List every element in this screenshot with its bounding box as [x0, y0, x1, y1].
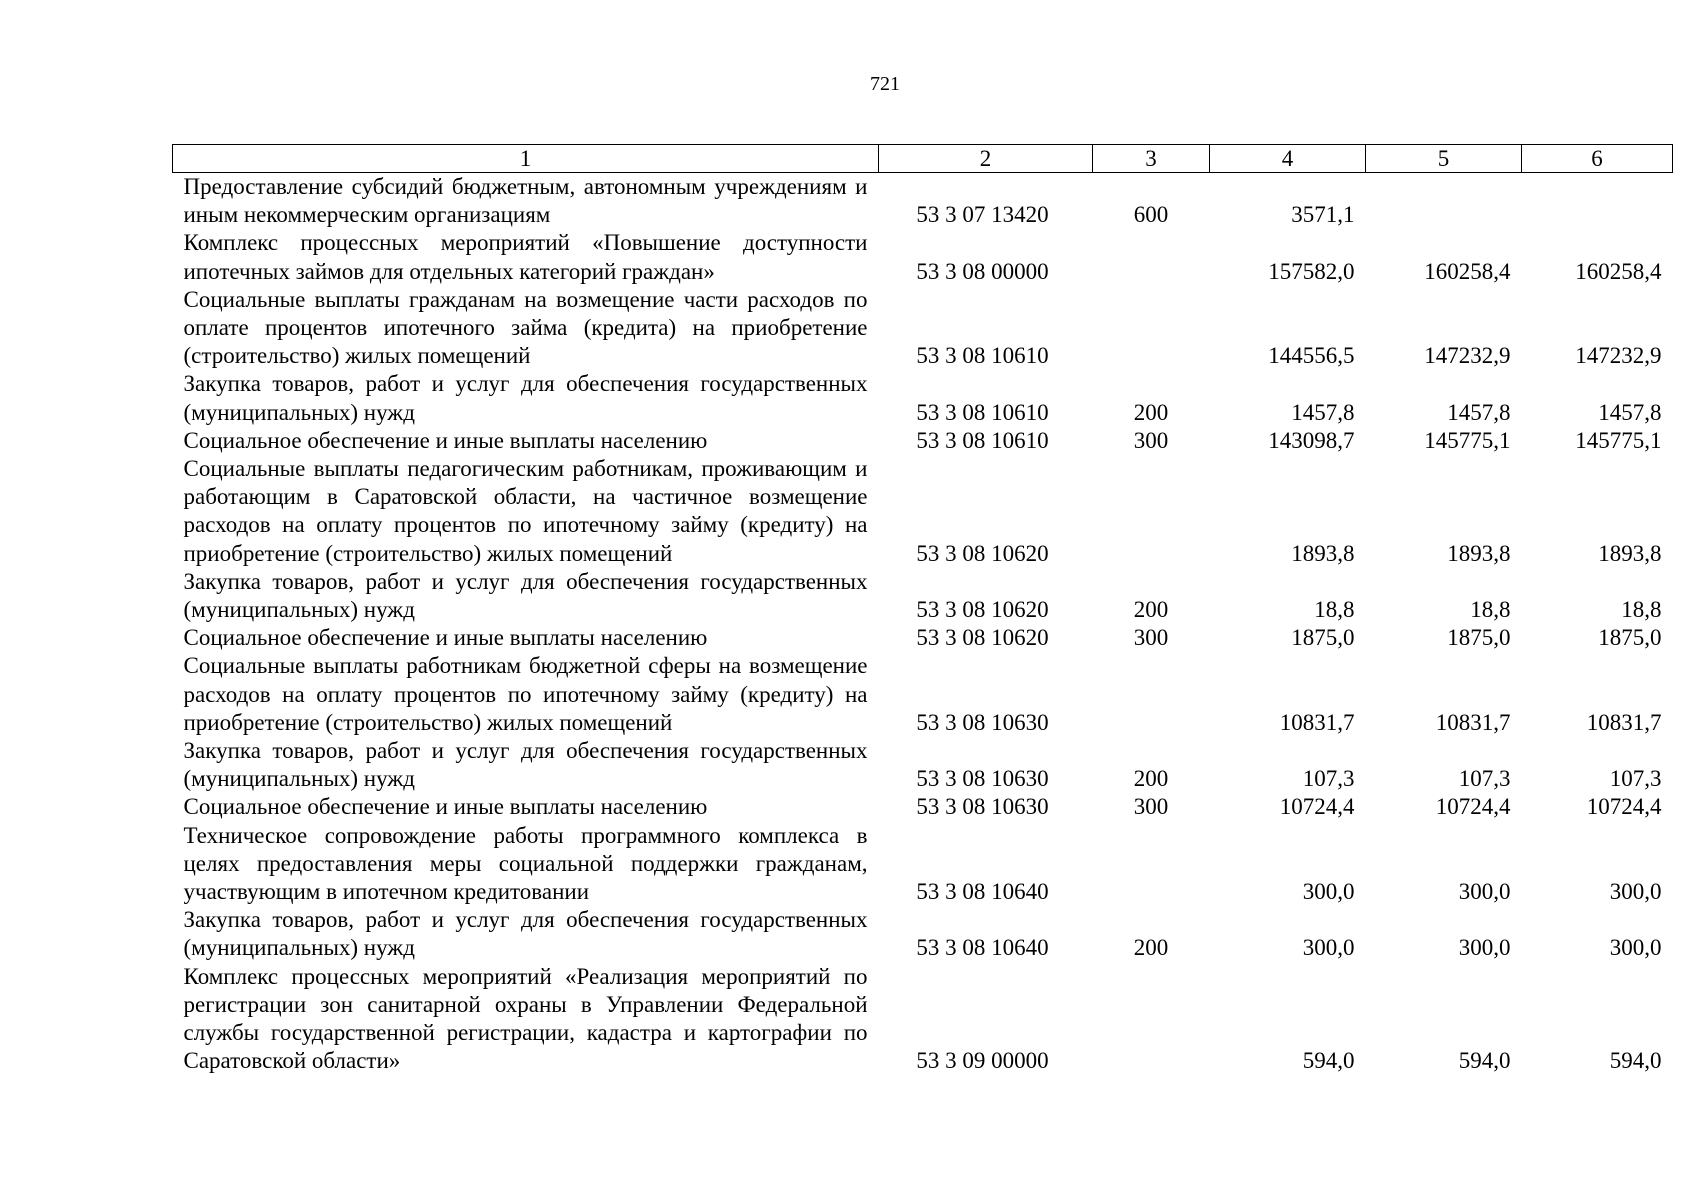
row-expense-type [1093, 652, 1210, 737]
row-amount-5: 1875,0 [1447, 625, 1511, 651]
header-row [173, 145, 1673, 173]
row-amount-5 [1366, 173, 1522, 230]
row-amount-6: 10724,4 [1586, 794, 1662, 820]
row-amount-6: 1893,8 [1598, 540, 1662, 566]
column-header-2: 2 [879, 145, 1093, 173]
table-row [173, 963, 1673, 1076]
row-amount-5: 594,0 [1458, 1048, 1511, 1074]
row-amount-6: 1875,0 [1598, 625, 1662, 651]
row-expense-type [1093, 455, 1210, 568]
row-expense-type [1093, 229, 1210, 285]
row-name: Закупка товаров, работ и услуг для обеспечения государственных (муниципальных) нужд [183, 371, 868, 425]
column-header-4: 4 [1210, 145, 1366, 173]
row-expense-type: 300 [1133, 794, 1169, 820]
row-code: 53 3 08 00000 [916, 258, 1049, 284]
table-row [173, 737, 1673, 793]
row-amount-5: 10831,7 [1435, 709, 1511, 735]
row-amount-6: 18,8 [1621, 597, 1662, 623]
row-expense-type: 200 [1133, 935, 1169, 961]
row-amount-6: 10831,7 [1586, 709, 1662, 735]
row-amount-6: 594,0 [1609, 1048, 1662, 1074]
row-name: Социальное обеспечение и иные выплаты населению [183, 625, 708, 651]
budget-table [172, 144, 1673, 1076]
row-name: Комплекс процессных мероприятий «Реализация мероприятий по регистрации зон санитарной охраны в Управлении Федеральной службы государственной регистрации, кадастра и картографии по Саратовской области» [183, 963, 868, 1074]
row-code: 53 3 07 13420 [916, 202, 1049, 228]
row-code: 53 3 08 10630 [916, 794, 1049, 820]
row-expense-type [1093, 286, 1210, 371]
table-header [173, 145, 1673, 173]
row-amount-6: 300,0 [1609, 935, 1662, 961]
table-body [173, 173, 1673, 1076]
row-name: Предоставление субсидий бюджетным, автономным учреждениям и иным некоммерческим организациям [183, 174, 868, 228]
table-row [173, 455, 1673, 568]
row-name: Социальное обеспечение и иные выплаты населению [183, 794, 708, 820]
row-code: 53 3 08 10640 [916, 879, 1049, 905]
row-amount-4: 144556,5 [1268, 343, 1355, 369]
row-expense-type: 300 [1133, 427, 1169, 453]
row-name: Социальные выплаты работникам бюджетной сферы на возмещение расходов на оплату процентов по ипотечному займу (кредиту) на приобретение (строительство) жилых помещений [183, 653, 868, 735]
row-amount-4: 10724,4 [1279, 794, 1355, 820]
row-amount-5: 145775,1 [1424, 427, 1511, 453]
row-code: 53 3 08 10610 [916, 399, 1049, 425]
page-number: 721 [870, 73, 900, 95]
row-expense-type: 600 [1133, 202, 1169, 228]
row-amount-4: 18,8 [1314, 597, 1355, 623]
row-amount-4: 1875,0 [1291, 625, 1355, 651]
row-amount-5: 18,8 [1470, 597, 1511, 623]
table-row [173, 793, 1673, 821]
row-amount-5: 107,3 [1458, 766, 1511, 792]
column-header-1: 1 [173, 145, 879, 173]
row-code: 53 3 08 10630 [916, 709, 1049, 735]
row-name: Техническое сопровождение работы программного комплекса в целях предоставления меры социальной поддержки гражданам, участвующим в ипотечном кредитовании [183, 822, 868, 905]
row-amount-4: 157582,0 [1268, 258, 1355, 284]
table-row [173, 286, 1673, 371]
row-name: Социальные выплаты педагогическим работникам, проживающим и работающим в Саратовской области, на частичное возмещение расходов на оплату процентов по ипотечному займу (кредиту) на приобретение (строительство) жилых помещений [183, 456, 868, 566]
row-expense-type: 200 [1133, 399, 1169, 425]
row-expense-type: 300 [1133, 625, 1169, 651]
row-amount-4: 594,0 [1302, 1048, 1355, 1074]
table-row [173, 624, 1673, 652]
row-name: Закупка товаров, работ и услуг для обеспечения государственных (муниципальных) нужд [183, 907, 868, 961]
table-row [173, 229, 1673, 285]
row-amount-5: 10724,4 [1435, 794, 1511, 820]
row-amount-4: 3571,1 [1291, 202, 1355, 228]
table-row [173, 822, 1673, 907]
row-code: 53 3 08 10620 [916, 597, 1049, 623]
row-name: Закупка товаров, работ и услуг для обеспечения государственных (муниципальных) нужд [183, 568, 868, 623]
row-code: 53 3 09 00000 [916, 1048, 1049, 1074]
row-code: 53 3 08 10610 [916, 343, 1049, 369]
row-expense-type [1093, 963, 1210, 1076]
row-amount-5: 300,0 [1458, 879, 1511, 905]
row-expense-type [1093, 822, 1210, 907]
table-row [173, 173, 1673, 230]
row-amount-6: 300,0 [1609, 879, 1662, 905]
row-code: 53 3 08 10620 [916, 625, 1049, 651]
row-amount-6: 160258,4 [1575, 258, 1662, 284]
row-code: 53 3 08 10630 [916, 766, 1049, 792]
row-name: Социальное обеспечение и иные выплаты населению [183, 427, 708, 453]
row-name: Социальные выплаты гражданам на возмещение части расходов по оплате процентов ипотечного займа (кредита) на приобретение (строительство) жилых помещений [183, 286, 868, 369]
row-amount-4: 300,0 [1302, 879, 1355, 905]
table-row [173, 906, 1673, 962]
table-row [173, 652, 1673, 737]
row-name: Закупка товаров, работ и услуг для обеспечения государственных (муниципальных) нужд [183, 738, 868, 792]
column-header-5: 5 [1366, 145, 1522, 173]
row-amount-4: 143098,7 [1268, 427, 1355, 453]
row-amount-6: 107,3 [1609, 766, 1662, 792]
row-amount-4: 1893,8 [1291, 540, 1355, 566]
table-row [173, 568, 1673, 624]
row-amount-6: 1457,8 [1598, 399, 1662, 425]
row-expense-type: 200 [1133, 597, 1169, 623]
row-code: 53 3 08 10610 [916, 427, 1049, 453]
row-amount-5: 1457,8 [1447, 399, 1511, 425]
row-code: 53 3 08 10620 [916, 540, 1049, 566]
row-amount-5: 147232,9 [1424, 343, 1511, 369]
column-header-6: 6 [1522, 145, 1673, 173]
table-row [173, 370, 1673, 426]
column-header-3: 3 [1093, 145, 1210, 173]
row-amount-4: 10831,7 [1279, 709, 1355, 735]
row-amount-6: 147232,9 [1575, 343, 1662, 369]
row-amount-6 [1522, 173, 1673, 230]
row-amount-5: 300,0 [1458, 935, 1511, 961]
table-row [173, 427, 1673, 455]
row-amount-4: 300,0 [1302, 935, 1355, 961]
row-name: Комплекс процессных мероприятий «Повышение доступности ипотечных займов для отдельных категорий граждан» [183, 230, 868, 284]
row-code: 53 3 08 10640 [916, 935, 1049, 961]
row-amount-5: 1893,8 [1447, 540, 1511, 566]
row-amount-6: 145775,1 [1575, 427, 1662, 453]
row-amount-4: 107,3 [1302, 766, 1355, 792]
row-amount-4: 1457,8 [1291, 399, 1355, 425]
row-expense-type: 200 [1133, 766, 1169, 792]
row-amount-5: 160258,4 [1424, 258, 1511, 284]
